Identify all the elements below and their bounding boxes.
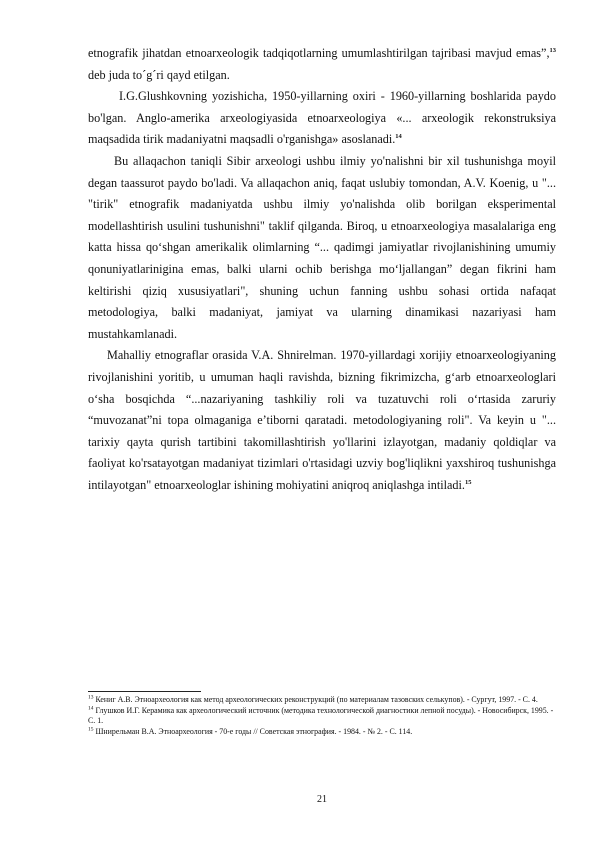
footnote-number: 15	[88, 726, 94, 733]
footnote-number: 13	[88, 694, 94, 701]
paragraph-text: Bu allaqachon taniqli Sibir arxeologi ushbu ilmiy yo'nalishni bir xil tushunishga moyil degan taassurot paydo bo'ladi. Va allaqachon aniq, faqat uslubiy tomondan, A.V. Koenig, u "... "tirik" etnografik madaniyatda ushbu ilmiy yo'nalishda olib borilgan eksperimental modellashtirish usulini tushunishni" taklif qilganda. Biroq, u etnoarxeologiya masalalariga eng katta hissa qo‘shgan amerikalik olimlarning “... qadimgi jamiyatlar rivojlanishining umumiy qonuniyatlarinigina emas, balki ularni ochib berishga mo‘ljallangan” degan fikrini ham keltirishi qiziq xususiyatlari", shuning uchun fanning ushbu sohasi ortida nafaqat metodologiya, balki madaniyat, jamiyat va ularning dinamikasi nazariyasi ham mustahkamlanadi.	[88, 153, 556, 341]
paragraph-3	[88, 151, 556, 345]
footnote-ref-14[interactable]: 14	[395, 133, 402, 141]
paragraph-text: Mahalliy etnograflar orasida V.A. Shnirelman. 1970-yillardagi xorijiy etnoarxeologiyaning rivojlanishini yoritib, u umuman haqli ravishda, bizning fikrimizcha, g‘arb etnoarxeologlari o‘sha bosqichda “...nazariyaning tashkiliy roli va tuzatuvchi roli o‘rtasida zaruriy “muvozanat”ni topa olmaganiga e’tiborni qaratadi. metodologiyaning roli". Va keyin u "... tarixiy qayta qurish tartibini takomillashtirish yo'llarini izlayotgan, madaniy qoldiqlar va faoliyat ko'rsatayotgan madaniyat tizimlari o'rtasidagi uzviy bog'liqlikni yaxshiroq tushunishga intilayotgan" etnoarxeologlar ishining mohiyatini aniqroq aniqlashga intiladi.	[88, 348, 556, 492]
paragraph-1	[88, 43, 556, 86]
footnote-text: Кениг А.В. Этноархеология как метод археологических реконструкций (по материалам тазовских селькупов). - Сургут, 1997. - С. 4.	[93, 695, 538, 704]
footnote-ref-13[interactable]: 13	[549, 46, 556, 54]
footnote-13	[88, 695, 556, 706]
document-page	[88, 0, 556, 842]
footnote-15	[88, 727, 556, 738]
paragraph-text: etnografik jihatdan etnoarxeologik tadqiqotlarning umumlashtirilgan tajribasi mavjud emas”,	[88, 46, 550, 60]
page-number: 21	[317, 794, 327, 805]
footnote-14	[88, 706, 556, 727]
paragraph-4	[88, 345, 556, 496]
footnote-text: Шнирельман В.А. Этноархеология - 70-е годы // Советская этнография. - 1984. - № 2. - С. 114.	[93, 726, 413, 736]
footnote-separator	[88, 691, 201, 692]
paragraph-2	[88, 86, 556, 151]
footnote-text: Глушков И.Г. Керамика как археологический источник (методика технологической диагностики лепной посуды). - Новосибирск, 1995. - С. 1.	[88, 705, 554, 726]
footnote-ref-15[interactable]: 15	[464, 478, 472, 486]
footnotes	[88, 695, 556, 737]
footnote-number: 14	[88, 704, 94, 711]
paragraph-tail: deb juda to´g´ri qayd etilgan.	[88, 67, 230, 82]
body-text	[88, 43, 556, 496]
paragraph-text: I.G.Glushkovning yozishicha, 1950-yillarning oxiri - 1960-yillarning boshlarida paydo bo'lgan. Anglo-amerika arxeologiyasida etnoarxeologiya «... arxeologik rekonstruksiya maqsadida tirik madaniyatni maqsadli o'rganishga» asoslanadi.	[88, 89, 556, 147]
